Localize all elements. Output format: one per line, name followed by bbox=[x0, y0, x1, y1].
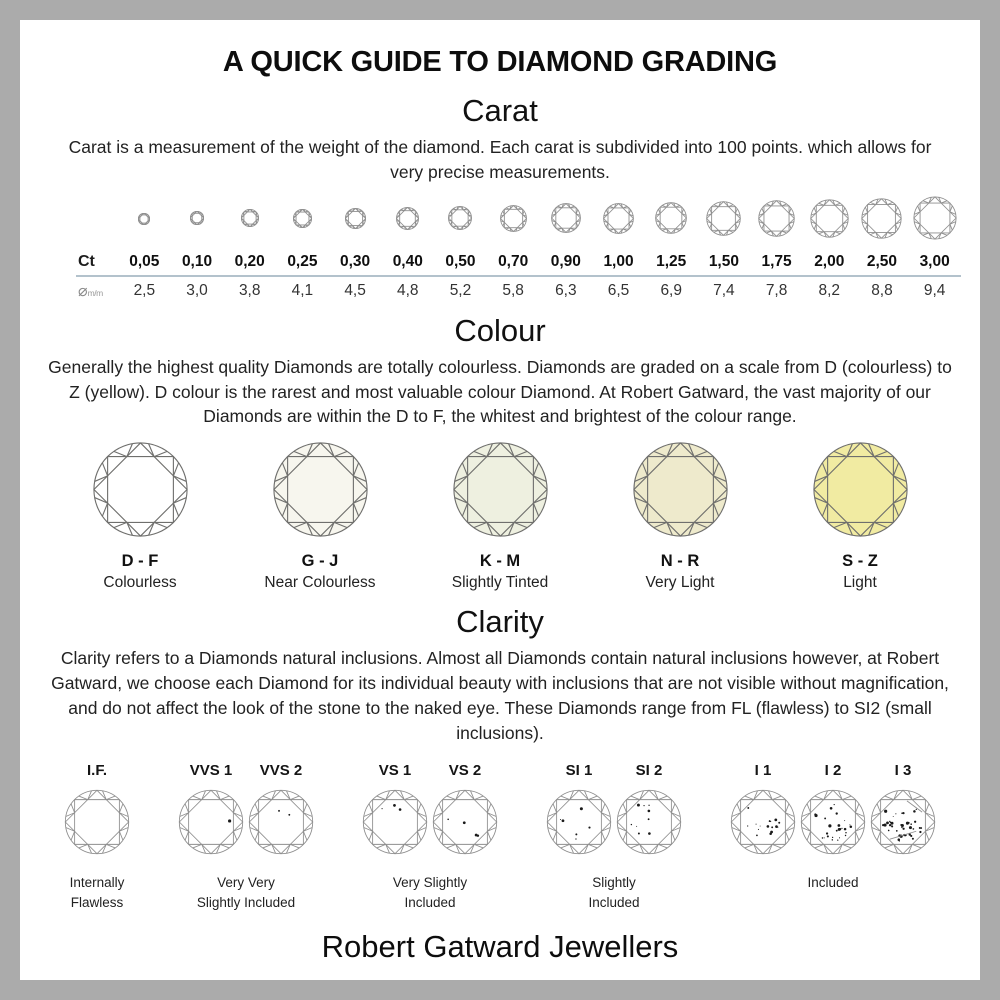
diameter-value: 7,4 bbox=[713, 281, 735, 299]
carat-size-cell bbox=[645, 193, 698, 249]
clarity-group-label-line: Flawless bbox=[70, 895, 124, 911]
diameter-label bbox=[76, 281, 118, 301]
clarity-grade-column bbox=[868, 762, 938, 860]
clarity-group-label-line: Included bbox=[588, 895, 640, 911]
diameter-value: 2,5 bbox=[133, 281, 156, 299]
diameter-value: 3,8 bbox=[238, 281, 261, 299]
clarity-diamond-icon bbox=[800, 789, 866, 860]
clarity-group-columns bbox=[544, 762, 684, 860]
carat-weight-value: 0,05 bbox=[129, 252, 160, 270]
carat-weight-value: 3,00 bbox=[919, 252, 950, 270]
diameter-value: 3,0 bbox=[186, 281, 208, 299]
carat-weight-value: 2,50 bbox=[866, 252, 898, 270]
clarity-diamond-icon bbox=[362, 789, 428, 860]
colour-diamond-icon bbox=[812, 441, 909, 543]
colour-grade-item bbox=[230, 441, 410, 592]
diameter-value: 6,5 bbox=[607, 281, 630, 299]
carat-size-cell bbox=[118, 193, 171, 249]
carat-weight-value: 1,75 bbox=[761, 252, 792, 270]
clarity-code-label: VVS 1 bbox=[189, 761, 233, 779]
clarity-diamond-icon bbox=[616, 789, 682, 860]
carat-size-cell bbox=[698, 193, 751, 249]
colour-diamond-icon bbox=[632, 441, 729, 543]
clarity-code-label: I 3 bbox=[894, 761, 912, 779]
colour-diamond-icon bbox=[272, 441, 369, 543]
carat-diamond-icon bbox=[500, 205, 527, 237]
colour-grade-row bbox=[50, 441, 950, 592]
carat-heading: Carat bbox=[462, 93, 538, 128]
carat-diamond-icon bbox=[448, 206, 472, 235]
diameter-value: 6,3 bbox=[555, 281, 577, 299]
clarity-grade-column bbox=[544, 762, 614, 860]
carat-weight-value: 0,70 bbox=[498, 252, 529, 270]
diameter-value: 6,9 bbox=[660, 281, 682, 299]
carat-size-cell bbox=[750, 193, 803, 249]
clarity-diamond-icon bbox=[248, 789, 314, 860]
carat-weight-value: 0,30 bbox=[340, 252, 371, 270]
colour-grade-item bbox=[50, 441, 230, 592]
diameter-value: 8,8 bbox=[871, 281, 893, 299]
diameter-value: 4,5 bbox=[344, 281, 366, 299]
carat-diamond-icon bbox=[913, 196, 957, 245]
clarity-code-label: VVS 2 bbox=[259, 761, 303, 779]
carat-diamond-icon bbox=[138, 212, 150, 230]
page-title: A QUICK GUIDE TO DIAMOND GRADING bbox=[222, 46, 778, 78]
colour-name-label: Slightly Tinted bbox=[451, 574, 549, 592]
colour-name-label: Very Light bbox=[645, 574, 715, 592]
carat-size-cell bbox=[329, 193, 382, 249]
clarity-group-label-line: Slightly bbox=[592, 874, 636, 890]
clarity-group-label-line: Included bbox=[404, 895, 456, 911]
colour-name-label: Light bbox=[843, 574, 877, 592]
colour-diamond-icon bbox=[92, 441, 189, 543]
clarity-group-label-line: Internally bbox=[69, 874, 125, 890]
colour-description: Generally the highest quality Diamonds are totally colourless. Diamonds are graded on a scale from D (colourless) to Z (yellow). D colour is the rarest and most valuable colour Diamond. At Robert Gatward, the vast majority of our Diamonds are within the D to F, the whitest and brightest of the colour range. bbox=[48, 356, 952, 427]
clarity-group-label bbox=[393, 872, 467, 914]
diameter-row bbox=[76, 281, 980, 301]
diameter-unit: m/m bbox=[87, 287, 103, 298]
carat-diamond-icon bbox=[861, 198, 902, 244]
clarity-group-label bbox=[588, 872, 639, 914]
carat-weight-value: 0,40 bbox=[392, 252, 423, 270]
clarity-grade-column bbox=[430, 762, 500, 860]
carat-diamond-icon bbox=[758, 200, 795, 242]
clarity-grade-row bbox=[20, 762, 980, 914]
carat-diamond-icon bbox=[706, 201, 741, 241]
carat-size-cell bbox=[908, 193, 961, 249]
colour-range-label: K - M bbox=[479, 552, 521, 571]
clarity-diamond-icon bbox=[870, 789, 936, 860]
carat-size-cell bbox=[540, 193, 593, 249]
clarity-group-columns bbox=[360, 762, 500, 860]
colour-range-label: D - F bbox=[121, 552, 159, 571]
carat-size-cell bbox=[276, 193, 329, 249]
carat-diamond-row-spacer bbox=[76, 212, 118, 230]
clarity-group-label-line: Very Slightly bbox=[392, 874, 468, 890]
colour-range-label: N - R bbox=[660, 552, 700, 571]
carat-diamond-icon bbox=[293, 209, 312, 233]
carat-size-cell bbox=[223, 193, 276, 249]
clarity-group-label-line: Slightly Included bbox=[196, 895, 296, 911]
carat-diamond-icon bbox=[810, 199, 849, 243]
colour-heading: Colour bbox=[454, 312, 546, 348]
clarity-grade-column bbox=[246, 762, 316, 860]
clarity-group-label bbox=[70, 872, 125, 914]
colour-grade-item bbox=[410, 441, 590, 592]
carat-weight-value: 0,50 bbox=[445, 252, 476, 270]
clarity-grade-column bbox=[798, 762, 868, 860]
colour-grade-item bbox=[590, 441, 770, 592]
clarity-group-label-line: Very Very bbox=[217, 874, 275, 890]
carat-weight-value: 0,20 bbox=[234, 252, 265, 270]
carat-weight-value: 2,00 bbox=[814, 252, 845, 270]
colour-range-label: S - Z bbox=[842, 552, 878, 571]
clarity-code-label: I.F. bbox=[86, 761, 107, 779]
clarity-grade-column bbox=[614, 762, 684, 860]
clarity-group bbox=[360, 762, 500, 914]
carat-diamond-icon bbox=[655, 202, 687, 239]
carat-weight-value: 0,25 bbox=[287, 252, 318, 270]
clarity-code-label: VS 2 bbox=[448, 761, 482, 779]
carat-size-cell bbox=[171, 193, 224, 249]
clarity-group bbox=[728, 762, 938, 914]
carat-size-cell bbox=[856, 193, 909, 249]
clarity-diamond-icon bbox=[64, 789, 130, 860]
carat-diamond-icon bbox=[345, 208, 366, 234]
footer-brand: Robert Gatward Jewellers bbox=[321, 929, 679, 965]
diameter-value: 5,2 bbox=[449, 281, 472, 299]
carat-size-cell bbox=[487, 193, 540, 249]
clarity-group bbox=[544, 762, 684, 914]
carat-diamond-icon bbox=[396, 207, 419, 235]
carat-weight-value: 0,10 bbox=[181, 252, 213, 270]
clarity-heading: Clarity bbox=[456, 604, 544, 640]
colour-grade-item bbox=[770, 441, 950, 592]
carat-diamond-icon bbox=[603, 203, 634, 239]
colour-range-label: G - J bbox=[301, 552, 339, 571]
carat-table bbox=[76, 193, 980, 301]
clarity-description: Clarity refers to a Diamonds natural inclusions. Almost all Diamonds contain natural inclusions however, at Robert Gatward, we choose each Diamond for its individual beauty with inclusions that are not visible without magnification, and do not affect the look of the stone to the naked eye. These Diamonds range from FL (flawless) to SI2 (small inclusions). bbox=[51, 648, 949, 743]
carat-size-cell bbox=[803, 193, 856, 249]
carat-description: Carat is a measurement of the weight of the diamond. Each carat is subdivided into 100 points. which allows for very precise measurements. bbox=[68, 137, 932, 182]
diameter-value: 9,4 bbox=[923, 281, 946, 299]
clarity-diamond-icon bbox=[178, 789, 244, 860]
diameter-value: 7,8 bbox=[765, 281, 788, 299]
clarity-diamond-icon bbox=[730, 789, 796, 860]
diameter-symbol-icon: ⌀ bbox=[78, 282, 88, 300]
diameter-value: 4,1 bbox=[291, 281, 314, 299]
colour-name-label: Colourless bbox=[103, 574, 177, 592]
diameter-value: 5,8 bbox=[502, 281, 524, 299]
diameter-value: 4,8 bbox=[397, 281, 419, 299]
clarity-group-columns bbox=[728, 762, 938, 860]
carat-weight-row bbox=[76, 253, 980, 271]
carat-size-cell bbox=[434, 193, 487, 249]
colour-diamond-icon bbox=[452, 441, 549, 543]
carat-diamond-icon bbox=[551, 203, 581, 238]
colour-name-label: Near Colourless bbox=[264, 574, 376, 592]
clarity-group-columns bbox=[176, 762, 316, 860]
carat-diamond-row bbox=[76, 193, 980, 249]
table-divider bbox=[76, 275, 961, 277]
clarity-code-label: I 2 bbox=[824, 761, 842, 779]
clarity-code-label: SI 2 bbox=[635, 761, 663, 779]
clarity-group bbox=[62, 762, 132, 914]
clarity-grade-column bbox=[360, 762, 430, 860]
clarity-diamond-icon bbox=[432, 789, 498, 860]
carat-weight-value: 0,90 bbox=[550, 252, 581, 270]
clarity-grade-column bbox=[176, 762, 246, 860]
carat-size-cell bbox=[592, 193, 645, 249]
clarity-group-label bbox=[807, 872, 858, 893]
diameter-value: 8,2 bbox=[818, 281, 841, 299]
ct-label: Ct bbox=[78, 252, 95, 270]
clarity-code-label: I 1 bbox=[754, 761, 772, 779]
carat-weight-value: 1,25 bbox=[656, 252, 687, 270]
carat-diamond-icon bbox=[190, 211, 204, 230]
clarity-group-columns bbox=[62, 762, 132, 860]
clarity-grade-column bbox=[728, 762, 798, 860]
clarity-grade-column bbox=[62, 762, 132, 860]
clarity-code-label: VS 1 bbox=[378, 761, 412, 779]
carat-weight-value: 1,50 bbox=[708, 252, 739, 270]
clarity-diamond-icon bbox=[546, 789, 612, 860]
clarity-code-label: SI 1 bbox=[565, 761, 593, 779]
carat-weight-value: 1,00 bbox=[603, 252, 634, 270]
clarity-group-label bbox=[197, 872, 295, 914]
clarity-group bbox=[176, 762, 316, 914]
clarity-group-label-line: Included bbox=[807, 874, 859, 890]
carat-diamond-icon bbox=[241, 209, 259, 232]
carat-size-cell bbox=[381, 193, 434, 249]
